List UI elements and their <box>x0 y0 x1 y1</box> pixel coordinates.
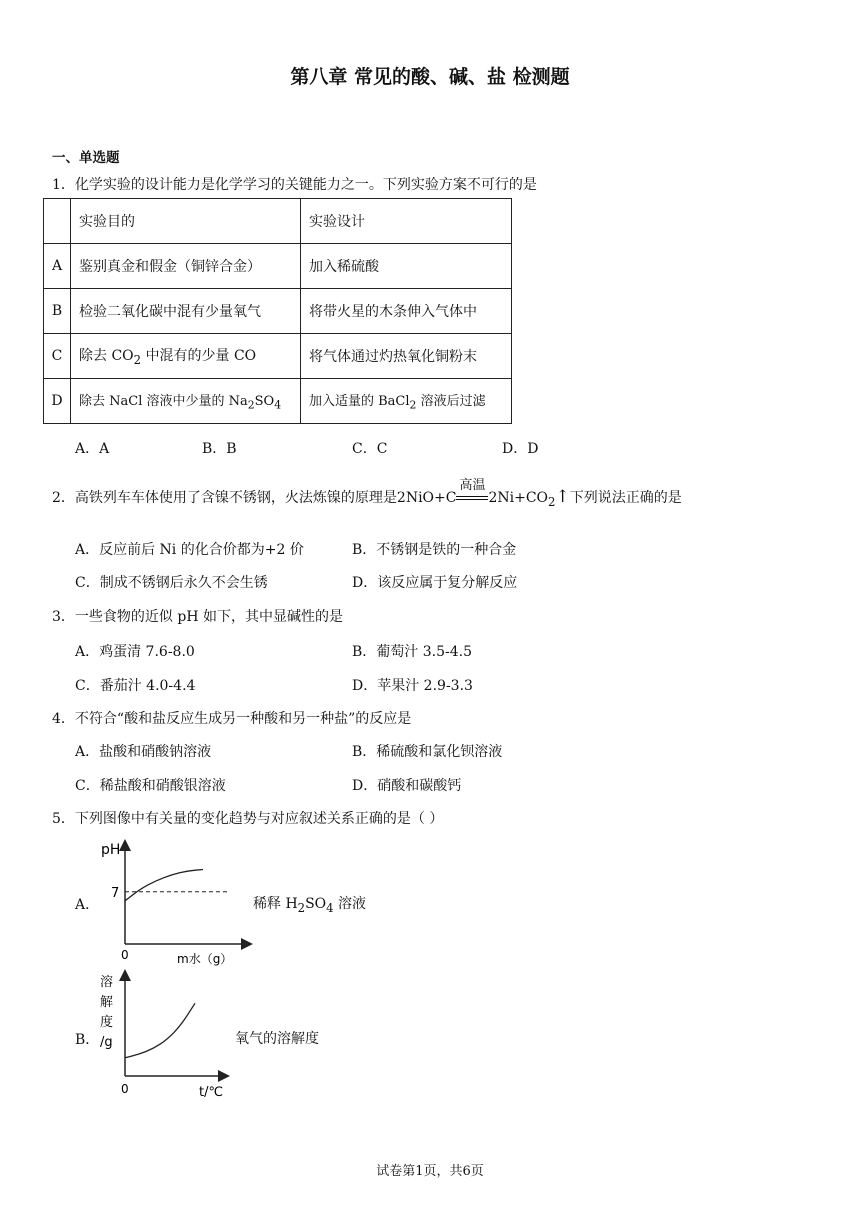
question-3-stem: 3．一些食物的近似 pH 如下，其中显碱性的是 <box>52 609 343 625</box>
row-design: 将气体通过灼热氧化铜粉末 <box>301 334 512 379</box>
row-label: D <box>44 379 71 424</box>
question-2-stem <box>52 478 682 509</box>
question-5-stem: 5．下列图像中有关量的变化趋势与对应叙述关系正确的是（ ） <box>52 811 444 827</box>
origin-label: 0 <box>121 1082 129 1096</box>
table-header-row <box>44 199 512 244</box>
y-axis-label-line: /g <box>100 1035 113 1050</box>
q3-option-a: A．鸡蛋清 7.6-8.0 <box>75 644 195 660</box>
q1-option-b: B．B <box>202 441 237 457</box>
q2-option-a: A．反应前后 Ni 的化合价都为+2 价 <box>75 542 304 558</box>
question-1-stem: 1．化学实验的设计能力是化学学习的关键能力之一。下列实验方案不可行的是 <box>52 177 537 193</box>
q2-option-c: C．制成不锈钢后永久不会生锈 <box>75 575 268 591</box>
q5-option-a-description: 稀释 $H_2SO_4$ 溶液 <box>253 896 367 915</box>
q4-option-a: A．盐酸和硝酸钠溶液 <box>75 744 212 760</box>
table-row <box>44 244 512 289</box>
y-axis-label-line: 度 <box>100 1015 114 1030</box>
q5-option-b-description: 氧气的溶解度 <box>235 1031 319 1047</box>
table-header-cell: 实验目的 <box>71 199 301 244</box>
row-aim: 鉴别真金和假金（铜锌合金） <box>71 244 301 289</box>
section-heading: 一、单选题 <box>52 150 120 166</box>
row-label: A <box>44 244 71 289</box>
q3-option-d: D．苹果汁 2.9-3.3 <box>352 678 473 694</box>
q3-option-b: B．葡萄汁 3.5-4.5 <box>352 644 472 660</box>
q4-option-b: B．稀硫酸和氯化钡溶液 <box>352 744 503 760</box>
ph-dilution-chart <box>95 832 260 972</box>
table-header-cell <box>44 199 71 244</box>
q1-option-d: D．D <box>502 441 539 457</box>
solubility-curve <box>125 1003 195 1058</box>
row-aim: 除去 $CO_2$ 中混有的少量 CO <box>71 334 301 379</box>
q2-stem-post: 下列说法正确的是 <box>569 490 682 506</box>
row-label: B <box>44 289 71 334</box>
x-axis-label: m水（g） <box>177 952 233 966</box>
q2-option-d: D．该反应属于复分解反应 <box>352 575 518 591</box>
reaction-condition: 高温 <box>459 478 486 493</box>
q5-option-a-label: A． <box>75 897 100 913</box>
table-row <box>44 379 512 424</box>
q1-option-a: A．A <box>75 441 110 457</box>
q2-stem-pre: 2．高铁列车车体使用了含镍不锈钢，火法炼镍的原理是 <box>52 490 397 506</box>
table-row <box>44 334 512 379</box>
reference-tick-label: 7 <box>111 886 120 901</box>
row-aim: 检验二氧化碳中混有少量氧气 <box>71 289 301 334</box>
y-axis-label-line: 解 <box>100 995 114 1010</box>
solubility-chart <box>95 966 235 1101</box>
row-aim: 除去 NaCl 溶液中少量的 $Na_2SO_4$ <box>71 379 301 424</box>
table-row <box>44 289 512 334</box>
q1-option-c: C．C <box>352 441 388 457</box>
table-header-cell: 实验设计 <box>301 199 512 244</box>
row-design: 将带火星的木条伸入气体中 <box>301 289 512 334</box>
page-footer: 试卷第1页，共6页 <box>376 1164 484 1179</box>
experiment-table <box>43 198 512 424</box>
q2-option-b: B．不锈钢是铁的一种合金 <box>352 542 517 558</box>
page-title: 第八章 常见的酸、碱、盐 检测题 <box>290 66 570 88</box>
origin-label: 0 <box>121 948 129 962</box>
row-design: 加入适量的 BaCl$_2$ 溶液后过滤 <box>301 379 512 424</box>
ph-curve <box>125 870 203 901</box>
q5-option-b-label: B． <box>75 1032 100 1048</box>
chemical-equation: 2NiO+C 高温 $2Ni+CO_2↑$ <box>397 490 570 506</box>
row-label: C <box>44 334 71 379</box>
y-axis-label: pH <box>101 842 121 858</box>
q3-option-c: C．番茄汁 4.0-4.4 <box>75 678 196 694</box>
q4-option-d: D．硝酸和碳酸钙 <box>352 778 462 794</box>
question-4-stem: 4．不符合“酸和盐反应生成另一种酸和另一种盐”的反应是 <box>52 711 412 727</box>
x-axis-label: t/℃ <box>199 1085 224 1100</box>
q4-option-c: C．稀盐酸和硝酸银溶液 <box>75 778 226 794</box>
y-axis-label-line: 溶 <box>100 975 114 990</box>
row-design: 加入稀硫酸 <box>301 244 512 289</box>
